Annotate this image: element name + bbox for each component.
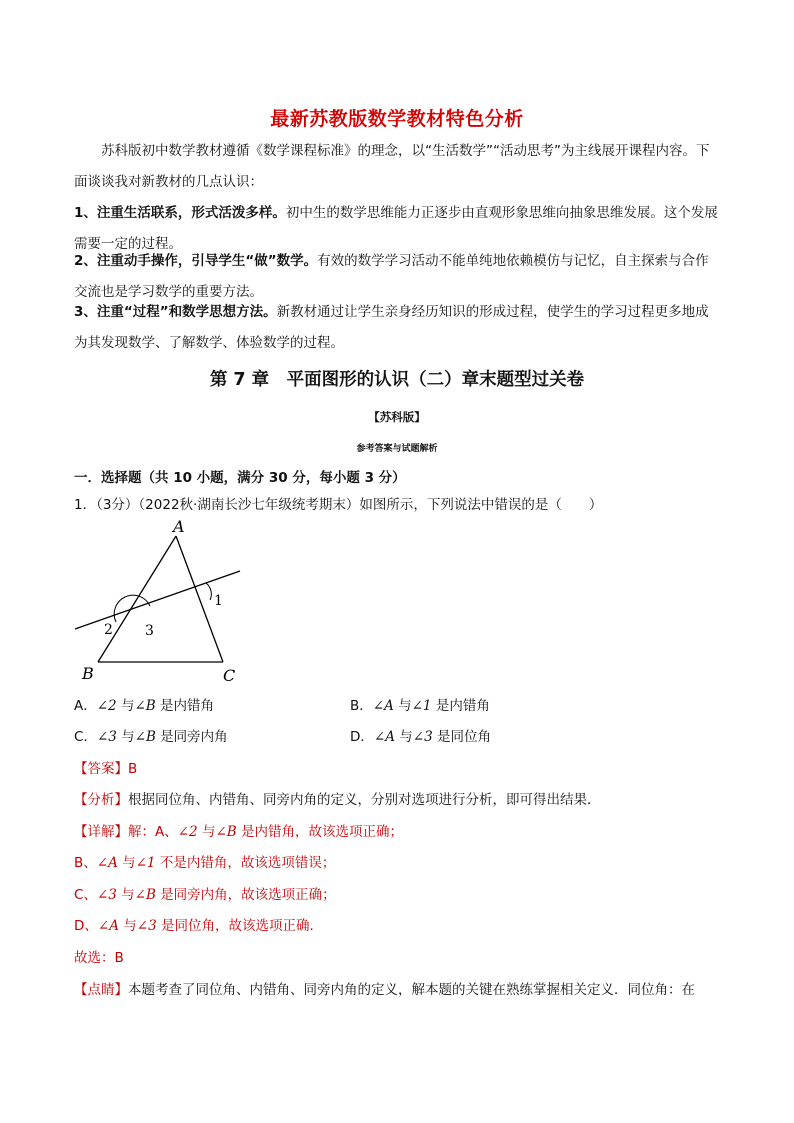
detail-a-rest: 是内错角，故该选项正确； — [236, 824, 403, 840]
detail-intro: 解：A、 — [128, 824, 178, 840]
option-c-prefix: C． — [74, 729, 97, 745]
option-c-angle-1: ∠3 — [96, 729, 117, 745]
detail-line-d — [74, 914, 734, 934]
detail-b-angle-1: ∠A — [96, 855, 118, 871]
detail-a-angle-1: ∠2 — [177, 824, 198, 840]
detail-c-prefix: C、 — [74, 887, 97, 903]
option-b-angle-2: ∠1 — [411, 698, 432, 714]
comment-label: 【点睛】 — [74, 982, 128, 998]
detail-d-prefix: D、 — [74, 918, 98, 934]
chapter-title: 第 7 章 平面图形的认识（二）章末题型过关卷 — [209, 370, 585, 390]
option-c-suffix: 是同旁内角 — [155, 729, 228, 745]
detail-c-mid: 与 — [116, 887, 135, 903]
analysis-line — [74, 788, 734, 808]
option-b-prefix: B． — [350, 698, 373, 714]
option-a-prefix: A． — [74, 698, 97, 714]
option-d-angle-1: ∠A — [373, 729, 395, 745]
triangle-figure — [70, 514, 246, 690]
point-2-heading: 2、注重动手操作，引导学生“做”数学。 — [74, 253, 318, 269]
option-d-angle-2: ∠3 — [412, 729, 433, 745]
option-c-mid: 与 — [116, 729, 135, 745]
detail-c-rest: 是同旁内角，故该选项正确； — [155, 887, 336, 903]
analysis-label: 【分析】 — [74, 792, 128, 808]
answer-subtitle: 参考答案与试题解析 — [356, 444, 438, 454]
point-2-text: 有效的数学学习活动不能单纯地依赖模仿与记忆，自主探索与合作交流也是学习数学的重要方法。 — [74, 253, 709, 300]
point-3 — [74, 297, 722, 359]
label-c: C — [223, 666, 236, 685]
detail-b-mid: 与 — [117, 855, 136, 871]
section-heading: 一．选择题（共 10 小题，满分 30 分，每小题 3 分） — [74, 470, 406, 486]
edition-label: 【苏科版】 — [368, 410, 426, 424]
option-b[interactable] — [350, 694, 490, 714]
option-a[interactable] — [74, 694, 214, 714]
option-d[interactable] — [350, 725, 491, 745]
detail-a-angle-2: ∠B — [215, 824, 237, 840]
label-angle-2: 2 — [104, 622, 113, 638]
detail-line-c — [74, 883, 734, 903]
detail-d-mid: 与 — [118, 918, 137, 934]
question-1: 1．（3分）（2022秋·湖南长沙七年级统考期末）如图所示，下列说法中错误的是（ ） — [74, 497, 603, 513]
point-1-text: 初中生的数学思维能力正逐步由直观形象思维向抽象思维发展。这个发展需要一定的过程。 — [74, 205, 718, 252]
document-title: 最新苏教版数学教材特色分析 — [270, 108, 524, 130]
option-b-angle-1: ∠A — [372, 698, 394, 714]
detail-d-rest: 是同位角，故该选项正确． — [156, 918, 323, 934]
answer-line — [74, 757, 734, 777]
option-b-suffix: 是内错角 — [431, 698, 490, 714]
detail-c-angle-1: ∠3 — [96, 887, 117, 903]
option-a-suffix: 是内错角 — [155, 698, 214, 714]
label-angle-1: 1 — [214, 593, 223, 609]
option-a-mid: 与 — [116, 698, 135, 714]
intro-paragraph: 苏科版初中数学教材遵循《数学课程标准》的理念，以“生活数学”“活动思考”为主线展开课程内容。下面谈谈我对新教材的几点认识： — [74, 143, 710, 190]
detail-a-mid: 与 — [197, 824, 216, 840]
point-3-text: 新教材通过让学生亲身经历知识的形成过程，使学生的学习过程更多地成为其发现数学、了解数学、体验数学的过程。 — [74, 304, 709, 351]
label-a: A — [173, 517, 185, 536]
answer-value: B — [128, 761, 138, 777]
angle-1-arc — [206, 583, 211, 600]
detail-line-b — [74, 851, 734, 871]
label-angle-3: 3 — [145, 623, 154, 639]
detail-b-angle-2: ∠1 — [135, 855, 156, 871]
detail-d-angle-2: ∠3 — [136, 918, 157, 934]
option-a-angle-2: ∠B — [134, 698, 156, 714]
choice-line: 故选：B — [74, 950, 124, 966]
detail-b-rest: 不是内错角，故该选项错误； — [155, 855, 336, 871]
side-ab — [98, 536, 176, 662]
detail-d-angle-1: ∠A — [97, 918, 119, 934]
option-c-angle-2: ∠B — [134, 729, 156, 745]
detail-label: 【详解】 — [74, 824, 128, 840]
label-b: B — [82, 664, 94, 683]
answer-label: 【答案】 — [74, 761, 128, 777]
option-a-angle-1: ∠2 — [96, 698, 117, 714]
point-1-heading: 1、注重生活联系，形式活泼多样。 — [74, 205, 286, 221]
option-b-mid: 与 — [393, 698, 412, 714]
point-3-heading: 3、注重“过程”和数学思想方法。 — [74, 304, 277, 320]
comment-text: 本题考查了同位角、内错角、同旁内角的定义，解本题的关键在熟练掌握相关定义．同位角：在 — [128, 982, 695, 998]
comment-line — [74, 978, 734, 998]
option-c[interactable] — [74, 725, 228, 745]
analysis-text: 根据同位角、内错角、同旁内角的定义，分别对选项进行分析，即可得出结果． — [128, 792, 601, 808]
detail-c-angle-2: ∠B — [134, 887, 156, 903]
option-d-suffix: 是同位角 — [432, 729, 491, 745]
option-d-mid: 与 — [394, 729, 413, 745]
option-d-prefix: D． — [350, 729, 374, 745]
detail-b-prefix: B、 — [74, 855, 97, 871]
detail-line-a — [74, 820, 734, 840]
